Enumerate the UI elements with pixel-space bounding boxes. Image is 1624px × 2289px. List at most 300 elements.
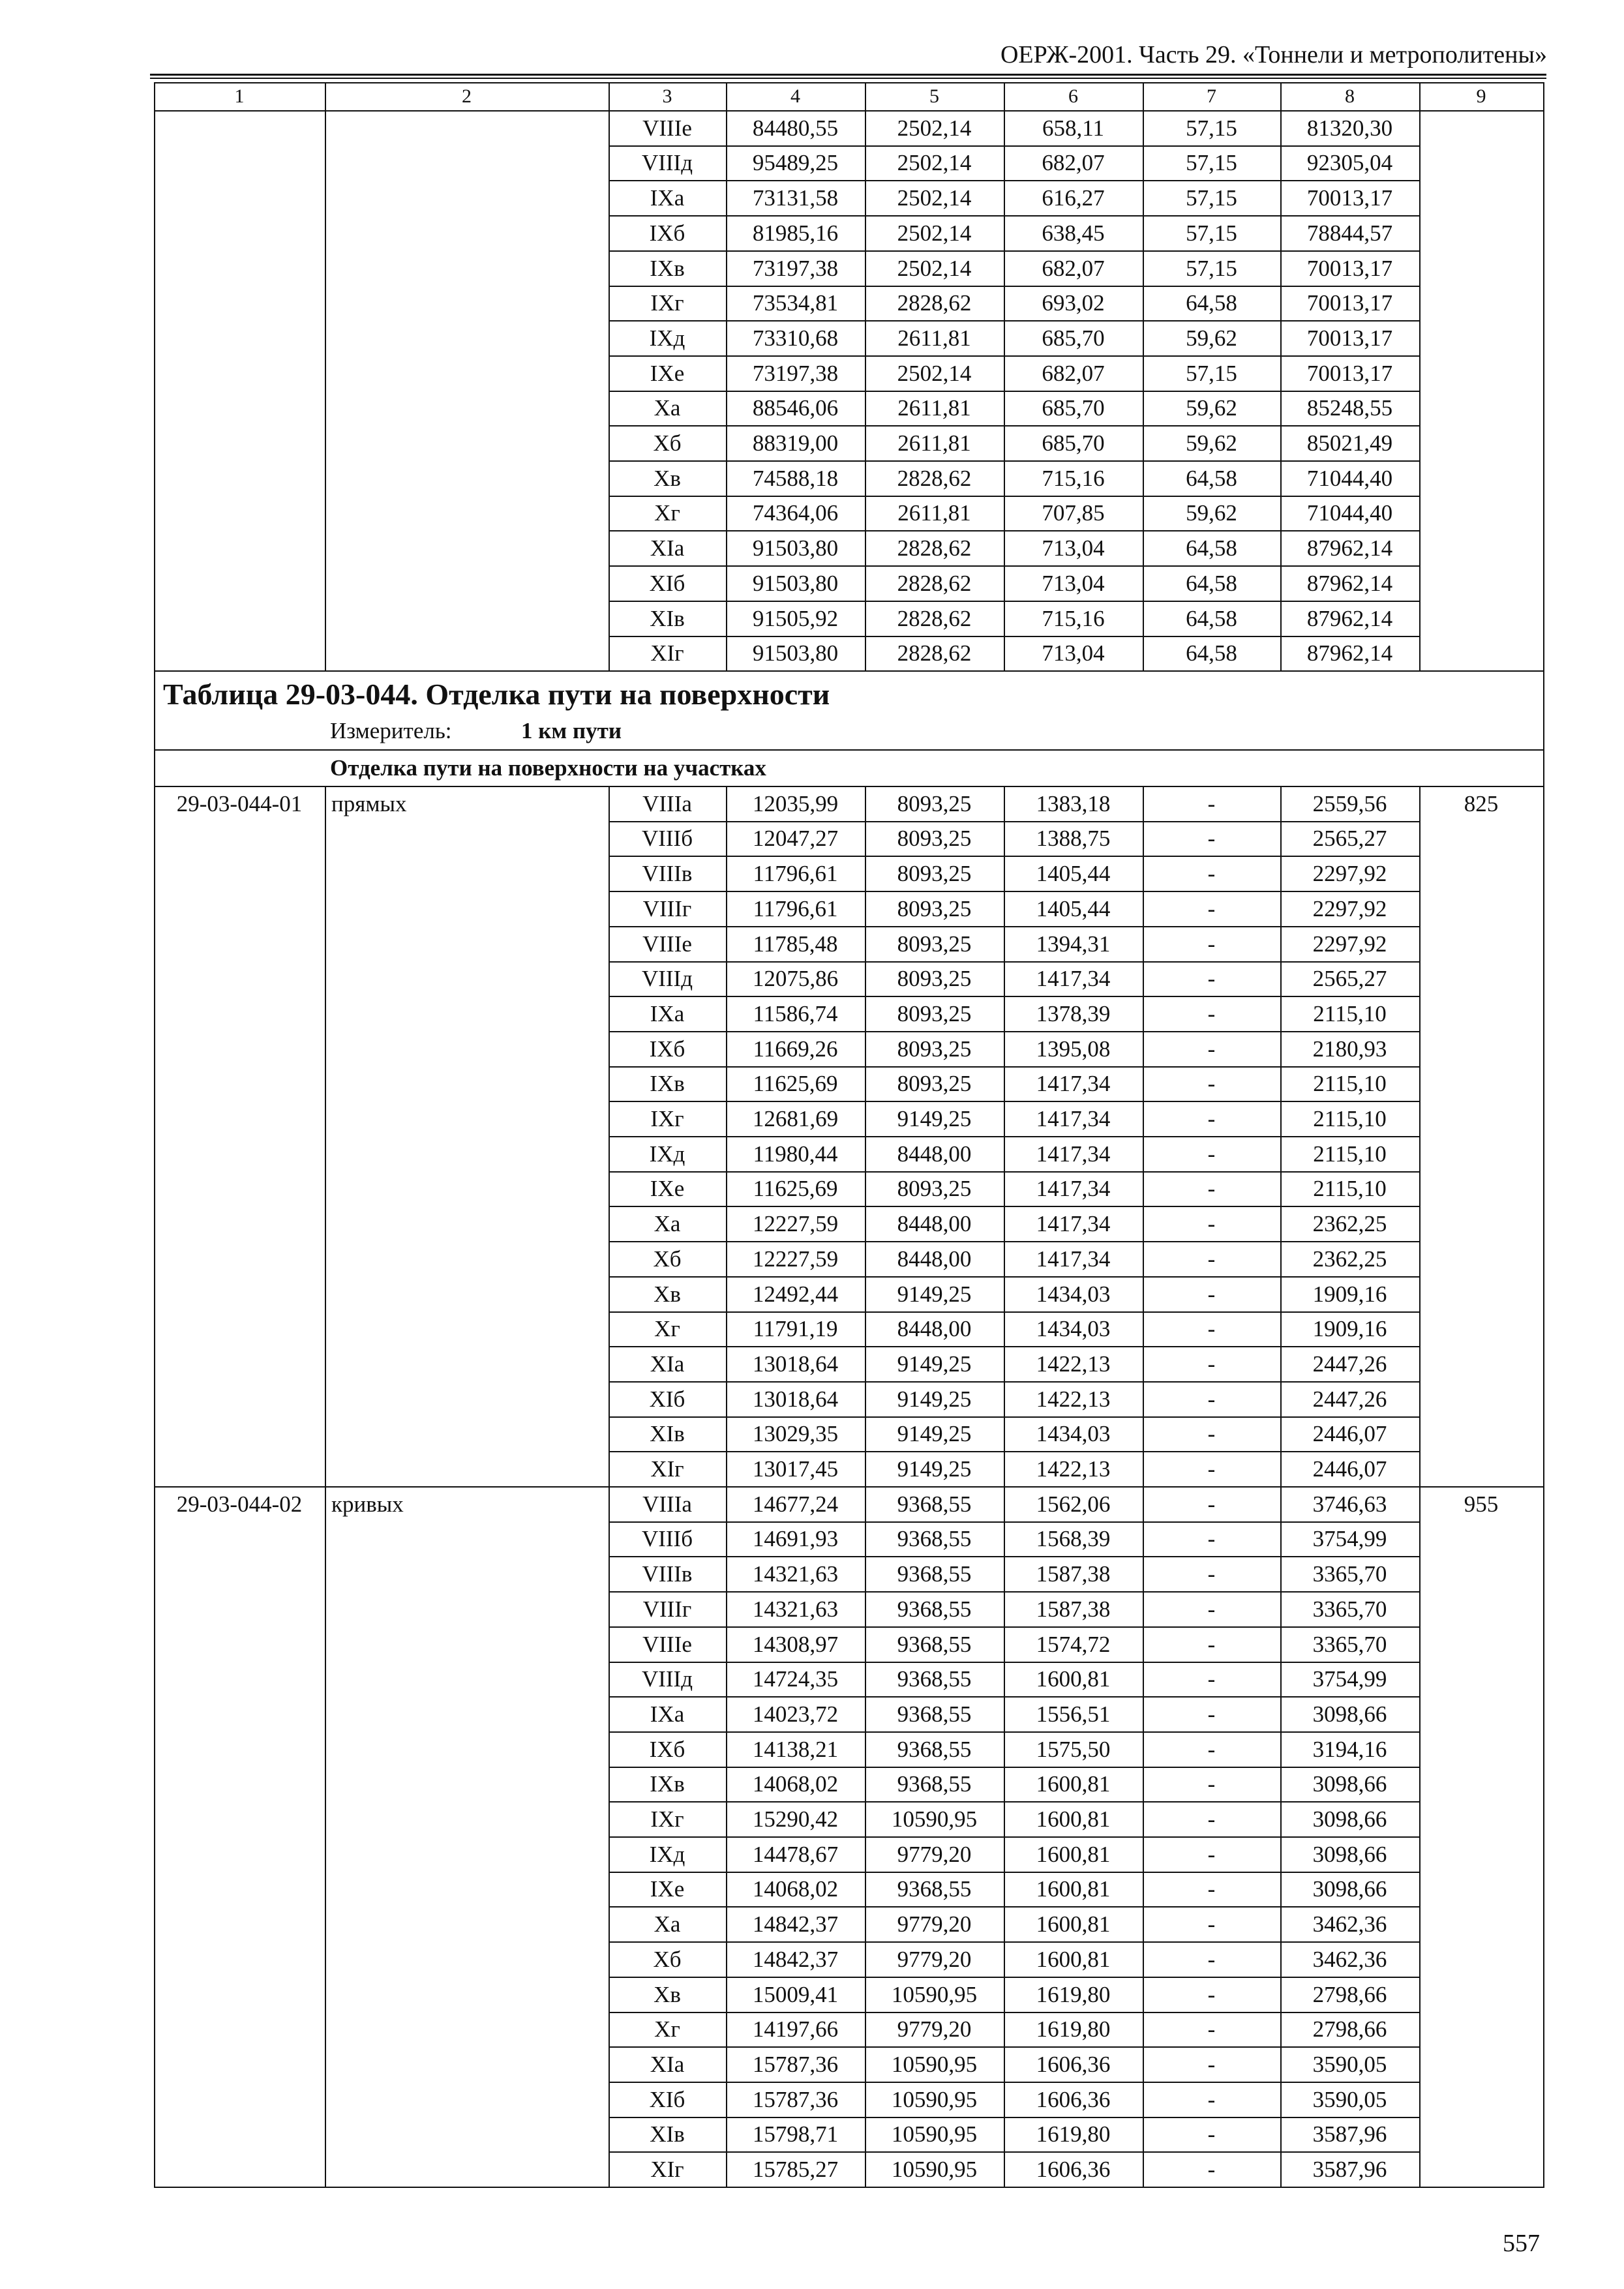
running-title: ОЕРЖ-2001. Часть 29. «Тоннели и метрополитены» [1000, 41, 1547, 68]
table-cell: 2828,62 [897, 290, 972, 316]
table-cell: 2828,62 [897, 640, 972, 666]
table-cell: - [1207, 2086, 1216, 2112]
table-cell: IXб [649, 1036, 685, 1062]
table-cell: 57,15 [1186, 360, 1237, 386]
table-cell: 9368,55 [897, 1491, 972, 1517]
table-cell: 95489,25 [752, 150, 839, 175]
table-cell: 12075,86 [752, 966, 839, 991]
table-cell: 1619,80 [1036, 2016, 1111, 2042]
table-cell: Xa [654, 1210, 681, 1236]
table-cell: IXг [650, 1105, 684, 1131]
table-cell: 1417,34 [1036, 1105, 1111, 1131]
table-cell: VIIIe [642, 1631, 692, 1657]
table-cell: Xг [654, 1316, 680, 1341]
measure-label: Измеритель: [330, 718, 452, 743]
table-cell: IXг [650, 290, 684, 316]
column-number: 7 [1207, 85, 1216, 107]
table-cell: 14691,93 [752, 1526, 839, 1551]
column-number: 5 [929, 85, 939, 107]
continuation-bottom-rule [154, 670, 1544, 672]
table-cell: 2115,10 [1313, 1000, 1387, 1026]
table-cell: - [1207, 826, 1216, 851]
table-cell: - [1207, 895, 1216, 921]
table-cell: 9368,55 [897, 1666, 972, 1692]
table-cell: 10590,95 [891, 1806, 978, 1832]
table-cell: XIa [650, 535, 685, 561]
table-cell: IXд [649, 1841, 685, 1867]
table-subtitle: Отделка пути на поверхности на участках [330, 755, 766, 781]
table-cell: - [1207, 1421, 1216, 1446]
table-cell: 84480,55 [752, 115, 839, 141]
table-cell: 1909,16 [1312, 1281, 1387, 1307]
table-cell: 8093,25 [897, 1036, 972, 1062]
position-value-col9: 955 [1464, 1491, 1499, 1517]
table-cell: 14842,37 [752, 1911, 839, 1937]
table-right-rule [1543, 670, 1544, 787]
column-rule [865, 786, 866, 1488]
table-cell: VIIIг [642, 895, 692, 921]
column-rule [1280, 786, 1282, 1488]
table-cell: 1388,75 [1036, 826, 1111, 851]
table-cell: 73197,38 [752, 360, 839, 386]
table-cell: IXв [650, 1771, 685, 1797]
table-cell: 85021,49 [1306, 430, 1393, 456]
table-cell: 1417,34 [1036, 1210, 1111, 1236]
table-cell: 11785,48 [753, 931, 838, 957]
table-cell: 2798,66 [1312, 2016, 1387, 2042]
table-cell: 9779,20 [897, 1911, 972, 1937]
table-cell: 9368,55 [897, 1596, 972, 1622]
table-cell: 14138,21 [752, 1736, 839, 1762]
table-cell: - [1207, 1246, 1216, 1272]
table-cell: 9149,25 [897, 1386, 972, 1412]
table-cell: IXд [649, 1141, 685, 1167]
position-value-col9: 825 [1464, 790, 1499, 816]
table-cell: IXб [649, 220, 685, 246]
table-cell: 11980,44 [753, 1141, 838, 1167]
table-cell: IXe [650, 1176, 685, 1201]
table-cell: 81320,30 [1306, 115, 1393, 141]
group-bottom-rule [154, 2187, 1544, 2188]
table-cell: - [1207, 1176, 1216, 1201]
column-rule [1143, 1486, 1144, 2188]
table-cell: 1417,34 [1036, 966, 1111, 991]
table-cell: 1422,13 [1036, 1386, 1111, 1412]
table-cell: 59,62 [1186, 430, 1237, 456]
table-cell: 3098,66 [1312, 1771, 1387, 1797]
column-rule [1143, 82, 1144, 672]
table-cell: - [1207, 1316, 1216, 1341]
table-cell: 14677,24 [752, 1491, 839, 1517]
table-cell: 15785,27 [752, 2156, 839, 2182]
table-cell: 2565,27 [1312, 826, 1387, 851]
table-cell: XIг [650, 1456, 684, 1482]
table-cell: 73131,58 [752, 185, 839, 211]
table-cell: 2115,10 [1313, 1176, 1387, 1201]
table-cell: 13017,45 [752, 1456, 839, 1482]
table-cell: 2447,26 [1312, 1386, 1387, 1412]
table-cell: 14321,63 [752, 1596, 839, 1622]
table-cell: 3098,66 [1312, 1701, 1387, 1727]
table-cell: 70013,17 [1306, 255, 1393, 281]
table-cell: 12047,27 [752, 826, 839, 851]
table-cell: 59,62 [1186, 395, 1237, 421]
table-cell: 8093,25 [897, 1000, 972, 1026]
table-cell: 2565,27 [1312, 966, 1387, 991]
table-cell: 10590,95 [891, 2051, 978, 2077]
table-cell: 64,58 [1186, 290, 1237, 316]
title-bottom-rule [154, 749, 1544, 751]
table-cell: 64,58 [1186, 465, 1237, 491]
table-cell: 3746,63 [1312, 1491, 1387, 1517]
table-cell: - [1207, 1351, 1216, 1377]
table-cell: 2502,14 [897, 150, 972, 175]
table-cell: 2502,14 [897, 255, 972, 281]
table-cell: 11625,69 [753, 1071, 838, 1096]
table-cell: 91505,92 [752, 605, 839, 631]
table-cell: - [1207, 2051, 1216, 2077]
position-code: 29-03-044-01 [176, 790, 303, 816]
table-cell: 1600,81 [1036, 1911, 1111, 1937]
column-rule [1004, 82, 1005, 672]
column-rule [609, 82, 610, 672]
table-cell: 2115,10 [1313, 1071, 1387, 1096]
measure-value: 1 км пути [521, 718, 622, 743]
table-cell: - [1207, 2156, 1216, 2182]
table-cell: - [1207, 1806, 1216, 1832]
table-cell: 1417,34 [1036, 1176, 1111, 1201]
table-cell: 1417,34 [1036, 1246, 1111, 1272]
table-cell: 1394,31 [1036, 931, 1111, 957]
table-cell: - [1207, 1771, 1216, 1797]
column-rule [325, 82, 326, 672]
table-cell: - [1207, 2016, 1216, 2042]
table-cell: 13018,64 [752, 1351, 839, 1377]
table-cell: 3587,96 [1312, 2121, 1387, 2147]
table-cell: 14068,02 [752, 1876, 839, 1902]
table-cell: 8093,25 [897, 931, 972, 957]
table-cell: - [1207, 1386, 1216, 1412]
table-cell: - [1207, 1946, 1216, 1972]
table-cell: 638,45 [1042, 220, 1105, 246]
table-cell: Xв [654, 1281, 681, 1307]
table-cell: 1600,81 [1036, 1771, 1111, 1797]
table-cell: 87962,14 [1306, 570, 1393, 596]
table-cell: 12035,99 [752, 790, 839, 816]
table-cell: 9368,55 [897, 1876, 972, 1902]
table-cell: 1434,03 [1036, 1281, 1111, 1307]
table-cell: 9149,25 [897, 1281, 972, 1307]
column-rule [609, 1486, 610, 2188]
table-cell: 14724,35 [752, 1666, 839, 1692]
table-cell: 2446,07 [1312, 1456, 1387, 1482]
table-cell: 685,70 [1042, 395, 1105, 421]
table-cell: 1587,38 [1036, 1596, 1111, 1622]
table-cell: 11586,74 [753, 1000, 838, 1026]
table-cell: 15787,36 [752, 2051, 839, 2077]
table-cell: 57,15 [1186, 150, 1237, 175]
table-cell: 1909,16 [1312, 1316, 1387, 1341]
table-cell: 2502,14 [897, 185, 972, 211]
table-cell: Xб [653, 430, 682, 456]
table-cell: 2297,92 [1312, 860, 1387, 886]
table-cell: 14023,72 [752, 1701, 839, 1727]
table-cell: 11669,26 [753, 1036, 838, 1062]
table-cell: 2611,81 [897, 500, 971, 526]
table-cell: 2611,81 [897, 395, 971, 421]
table-cell: IXв [650, 255, 685, 281]
table-cell: 91503,80 [752, 570, 839, 596]
table-cell: 2115,10 [1313, 1141, 1387, 1167]
table-cell: 2502,14 [897, 115, 972, 141]
table-cell: 3098,66 [1312, 1806, 1387, 1832]
table-cell: - [1207, 1981, 1216, 2007]
table-cell: XIв [650, 2121, 685, 2147]
table-cell: VIIIб [641, 1526, 693, 1551]
table-cell: 10590,95 [891, 2086, 978, 2112]
table-cell: IXe [650, 1876, 685, 1902]
table-cell: 8448,00 [897, 1141, 972, 1167]
column-rule [1419, 786, 1421, 1488]
table-cell: 15009,41 [752, 1981, 839, 2007]
table-cell: 2798,66 [1312, 1981, 1387, 2007]
table-cell: 14197,66 [752, 2016, 839, 2042]
table-cell: 1422,13 [1036, 1351, 1111, 1377]
table-cell: 12492,44 [752, 1281, 839, 1307]
table-cell: 715,16 [1042, 605, 1105, 631]
column-rule [1280, 82, 1282, 672]
table-cell: 8093,25 [897, 1176, 972, 1201]
table-cell: 59,62 [1186, 325, 1237, 351]
table-cell: 64,58 [1186, 605, 1237, 631]
table-cell: 9779,20 [897, 1841, 972, 1867]
column-rule [1004, 1486, 1005, 2188]
table-cell: - [1207, 1841, 1216, 1867]
table-cell: 2502,14 [897, 360, 972, 386]
table-cell: - [1207, 1561, 1216, 1587]
table-cell: 9779,20 [897, 1946, 972, 1972]
table-cell: - [1207, 1105, 1216, 1131]
table-cell: - [1207, 1526, 1216, 1551]
table-cell: 682,07 [1042, 360, 1105, 386]
column-rule [1543, 1486, 1544, 2188]
table-cell: 87962,14 [1306, 605, 1393, 631]
column-number: 9 [1476, 85, 1486, 107]
table-cell: 14842,37 [752, 1946, 839, 1972]
table-cell: 1574,72 [1036, 1631, 1111, 1657]
table-cell: - [1207, 966, 1216, 991]
table-cell: 13018,64 [752, 1386, 839, 1412]
column-rule [154, 1486, 155, 2188]
table-cell: 2828,62 [897, 465, 972, 491]
table-cell: 11791,19 [753, 1316, 838, 1341]
table-cell: 3365,70 [1312, 1596, 1387, 1622]
table-cell: Xв [654, 465, 681, 491]
table-cell: 1587,38 [1036, 1561, 1111, 1587]
column-number: 2 [462, 85, 472, 107]
table-cell: 8448,00 [897, 1210, 972, 1236]
table-cell: 1619,80 [1036, 1981, 1111, 2007]
table-cell: 1378,39 [1036, 1000, 1111, 1026]
table-cell: 1600,81 [1036, 1806, 1111, 1832]
column-rule [726, 786, 727, 1488]
table-cell: IXa [650, 1701, 685, 1727]
table-cell: 1434,03 [1036, 1421, 1111, 1446]
table-cell: VIIIa [642, 1491, 692, 1517]
table-cell: 87962,14 [1306, 640, 1393, 666]
table-cell: 9368,55 [897, 1701, 972, 1727]
table-left-rule [154, 670, 155, 787]
table-cell: 70013,17 [1306, 290, 1393, 316]
table-cell: 682,07 [1042, 255, 1105, 281]
position-name: прямых [331, 790, 407, 816]
table-cell: VIIIв [642, 1561, 693, 1587]
table-cell: 14308,97 [752, 1631, 839, 1657]
column-rule [325, 1486, 326, 2188]
table-cell: VIIIд [641, 150, 693, 175]
table-cell: 1417,34 [1036, 1141, 1111, 1167]
table-cell: 1606,36 [1036, 2086, 1111, 2112]
table-cell: 13029,35 [752, 1421, 839, 1446]
table-cell: 1600,81 [1036, 1876, 1111, 1902]
table-cell: 15798,71 [752, 2121, 839, 2147]
table-cell: 88546,06 [752, 395, 839, 421]
table-cell: Xб [653, 1246, 682, 1272]
table-cell: 9149,25 [897, 1421, 972, 1446]
table-cell: 707,85 [1042, 500, 1105, 526]
table-cell: 1556,51 [1036, 1701, 1111, 1727]
table-cell: 2828,62 [897, 570, 972, 596]
table-cell: IXa [650, 1000, 685, 1026]
table-cell: XIб [649, 1386, 685, 1412]
table-cell: Xa [654, 1911, 681, 1937]
page-number: 557 [1503, 2230, 1540, 2257]
table-cell: 9149,25 [897, 1456, 972, 1482]
table-cell: 9368,55 [897, 1526, 972, 1551]
table-cell: 1395,08 [1036, 1036, 1111, 1062]
column-rule [1543, 786, 1544, 1488]
table-cell: XIг [650, 640, 684, 666]
table-cell: 2115,10 [1313, 1105, 1387, 1131]
table-cell: - [1207, 1071, 1216, 1096]
table-cell: 2362,25 [1312, 1246, 1387, 1272]
table-cell: 1606,36 [1036, 2156, 1111, 2182]
table-cell: 74364,06 [752, 500, 839, 526]
table-cell: 11796,61 [753, 895, 838, 921]
table-cell: 1606,36 [1036, 2051, 1111, 2077]
position-name: кривых [331, 1491, 404, 1517]
table-cell: 78844,57 [1306, 220, 1393, 246]
column-rule [726, 1486, 727, 2188]
table-cell: 2559,56 [1312, 790, 1387, 816]
table-cell: - [1207, 1491, 1216, 1517]
table-cell: 92305,04 [1306, 150, 1393, 175]
table-cell: 57,15 [1186, 255, 1237, 281]
table-cell: Xб [653, 1946, 682, 1972]
table-cell: 64,58 [1186, 535, 1237, 561]
table-cell: - [1207, 1876, 1216, 1902]
column-rule [154, 786, 155, 1488]
table-cell: 70013,17 [1306, 360, 1393, 386]
table-cell: IXг [650, 1806, 684, 1832]
table-cell: 9149,25 [897, 1105, 972, 1131]
table-cell: 3462,36 [1312, 1946, 1387, 1972]
position-code: 29-03-044-02 [176, 1491, 303, 1517]
table-cell: IXa [650, 185, 685, 211]
table-cell: XIв [650, 605, 685, 631]
table-cell: 8093,25 [897, 1071, 972, 1096]
table-cell: IXб [649, 1736, 685, 1762]
table-cell: 3590,05 [1312, 2051, 1387, 2077]
table-cell: XIa [650, 1351, 685, 1377]
table-cell: 73197,38 [752, 255, 839, 281]
table-cell: 8093,25 [897, 966, 972, 991]
table-cell: 2611,81 [897, 325, 971, 351]
table-cell: 713,04 [1042, 535, 1105, 561]
table-cell: 2297,92 [1312, 895, 1387, 921]
table-cell: 73310,68 [752, 325, 839, 351]
table-cell: 8093,25 [897, 826, 972, 851]
table-cell: 15290,42 [752, 1806, 839, 1832]
table-cell: 57,15 [1186, 115, 1237, 141]
table-cell: VIIIб [641, 826, 693, 851]
table-cell: XIa [650, 2051, 685, 2077]
column-number: 4 [790, 85, 800, 107]
table-cell: 1417,34 [1036, 1071, 1111, 1096]
table-cell: 74588,18 [752, 465, 839, 491]
table-cell: 71044,40 [1306, 500, 1393, 526]
table-cell: - [1207, 2121, 1216, 2147]
table-cell: 57,15 [1186, 220, 1237, 246]
column-rule [154, 82, 155, 672]
table-cell: 85248,55 [1306, 395, 1393, 421]
column-number: 6 [1068, 85, 1078, 107]
table-cell: 2446,07 [1312, 1421, 1387, 1446]
table-cell: XIб [649, 2086, 685, 2112]
table-cell: 9149,25 [897, 1351, 972, 1377]
table-cell: 2502,14 [897, 220, 972, 246]
table-cell: 91503,80 [752, 535, 839, 561]
table-cell: - [1207, 1596, 1216, 1622]
table-cell: 8093,25 [897, 790, 972, 816]
table-cell: 2447,26 [1312, 1351, 1387, 1377]
column-rule [1280, 1486, 1282, 2188]
column-number: 8 [1345, 85, 1355, 107]
table-cell: 2180,93 [1312, 1036, 1387, 1062]
table-cell: 8093,25 [897, 895, 972, 921]
table-cell: 3365,70 [1312, 1631, 1387, 1657]
table-cell: IXв [650, 1071, 685, 1096]
table-cell: 91503,80 [752, 640, 839, 666]
table-cell: - [1207, 1631, 1216, 1657]
table-cell: 1600,81 [1036, 1946, 1111, 1972]
table-cell: 64,58 [1186, 570, 1237, 596]
table-cell: - [1207, 1701, 1216, 1727]
table-cell: VIIIe [642, 931, 692, 957]
table-cell: 3194,16 [1312, 1736, 1387, 1762]
table-cell: 1575,50 [1036, 1736, 1111, 1762]
table-cell: 71044,40 [1306, 465, 1393, 491]
table-cell: 9368,55 [897, 1736, 972, 1762]
column-rule [1419, 82, 1421, 672]
table-cell: 2362,25 [1312, 1210, 1387, 1236]
table-cell: 1600,81 [1036, 1666, 1111, 1692]
table-cell: 14478,67 [752, 1841, 839, 1867]
column-rule [1004, 786, 1005, 1488]
table-cell: 8448,00 [897, 1316, 972, 1341]
table-cell: 693,02 [1042, 290, 1105, 316]
table-cell: 73534,81 [752, 290, 839, 316]
